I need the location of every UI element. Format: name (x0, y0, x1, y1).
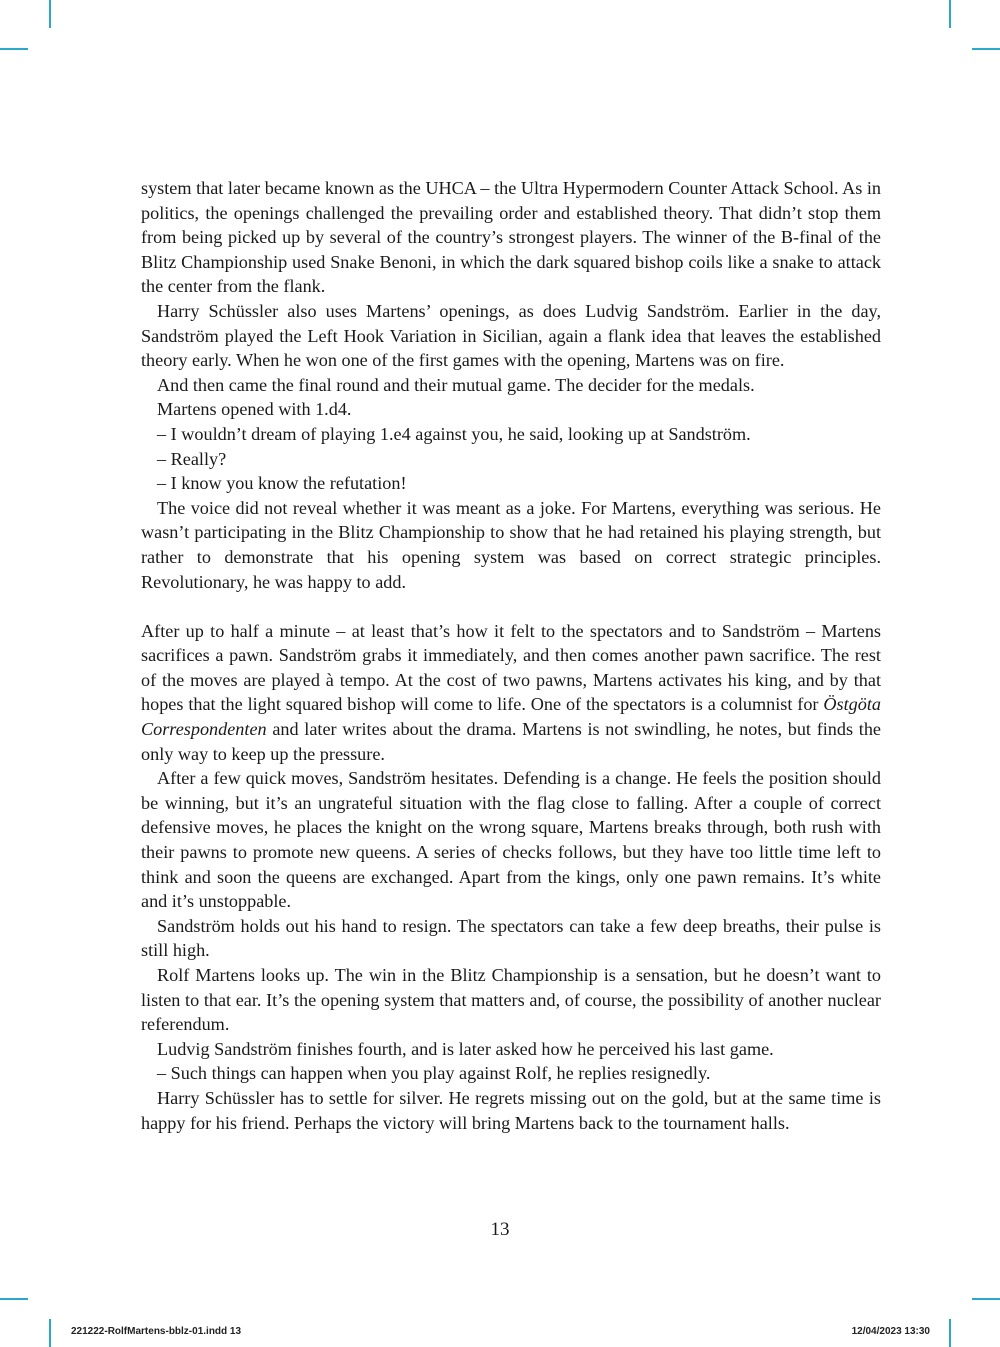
crop-mark-bottom-left (49, 1319, 51, 1347)
paragraph: After a few quick moves, Sandström hesitates. Defending is a change. He feels the position should be winning, but it’s an ungrateful situation with the flag close to falling. After a couple of correct defensive moves, he places the knight on the wrong square, Martens breaks through, both rush with their pawns to promote new queens. A series of checks follows, but they have too little time left to think and soon the queens are exchanged. Apart from the kings, only one pawn remains. It’s white and it’s unstoppable. (141, 768, 881, 912)
dialogue-line: – Such things can happen when you play against Rolf, he replies resignedly. (157, 1063, 711, 1084)
paragraph (141, 619, 881, 767)
dialogue-line: – I know you know the refutation! (157, 473, 407, 494)
paragraph-text: After up to half a minute – at least that’s how it felt to the spectators and to Sandström – Martens sacrifices a pawn. Sandström grabs it immediately, and then comes another pawn sacrifice. The rest of the moves are played à tempo. At the cost of two pawns, Martens activates his king, and by that hopes that the light squared bishop will come to life. One of the spectators is a columnist for (141, 620, 881, 715)
crop-mark-top-right (949, 0, 951, 28)
crop-mark-bottom-left-horizontal (0, 1298, 28, 1300)
dialogue-line: – I wouldn’t dream of playing 1.e4 against you, he said, looking up at Sandström. (157, 423, 751, 444)
body-text (141, 176, 881, 1135)
slug-timestamp: 12/04/2023 13:30 (851, 1326, 930, 1337)
newspaper-title: Östgöta Correspondenten (141, 694, 881, 740)
paragraph-text: and later writes about the drama. Martens is not swindling, he notes, but finds the only way to keep up the pressure. (141, 719, 881, 764)
crop-mark-top-right-horizontal (972, 48, 1000, 50)
paragraph: Harry Schüssler also uses Martens’ openings, as does Ludvig Sandström. Earlier in the day, Sandström played the Left Hook Variation in Sicilian, again a flank idea that leaves the established theory early. When he won one of the first games with the opening, Martens was on fire. (141, 300, 881, 371)
crop-mark-bottom-right-horizontal (972, 1298, 1000, 1300)
paragraph: Martens opened with 1.d4. (157, 399, 352, 420)
paragraph: Sandström holds out his hand to resign. The spectators can take a few deep breaths, their pulse is still high. (141, 915, 881, 961)
slug-filename: 221222-RolfMartens-bblz-01.indd 13 (71, 1326, 242, 1337)
paragraph: And then came the final round and their mutual game. The decider for the medals. (157, 374, 755, 395)
paragraph: system that later became known as the UHCA – the Ultra Hypermodern Counter Attack School. As in politics, the openings challenged the prevailing order and established theory. That didn’t stop them from being picked up by several of the country’s strongest players. The winner of the B-final of the Blitz Championship used Snake Benoni, in which the dark squared bishop coils like a snake to attack the center from the flank. (141, 178, 881, 297)
crop-mark-top-left-horizontal (0, 48, 28, 50)
paragraph: Rolf Martens looks up. The win in the Blitz Championship is a sensation, but he doesn’t want to listen to that ear. It’s the opening system that matters and, of course, the possibility of another nuclear referendum. (141, 965, 881, 1035)
paragraph: Ludvig Sandström finishes fourth, and is later asked how he perceived his last game. (157, 1038, 774, 1059)
paragraph: The voice did not reveal whether it was meant as a joke. For Martens, everything was serious. He wasn’t participating in the Blitz Championship to show that he had retained his playing strength, but rather to demonstrate that his opening system was based on correct strategic principles. Revolutionary, he was happy to add. (141, 497, 881, 592)
crop-mark-top-left (49, 0, 51, 28)
dialogue-line: – Really? (157, 448, 227, 469)
crop-mark-bottom-right (949, 1319, 951, 1347)
page-number: 13 (490, 1219, 510, 1240)
paragraph: Harry Schüssler has to settle for silver. He regrets missing out on the gold, but at the same time is happy for his friend. Perhaps the victory will bring Martens back to the tournament halls. (141, 1087, 881, 1133)
